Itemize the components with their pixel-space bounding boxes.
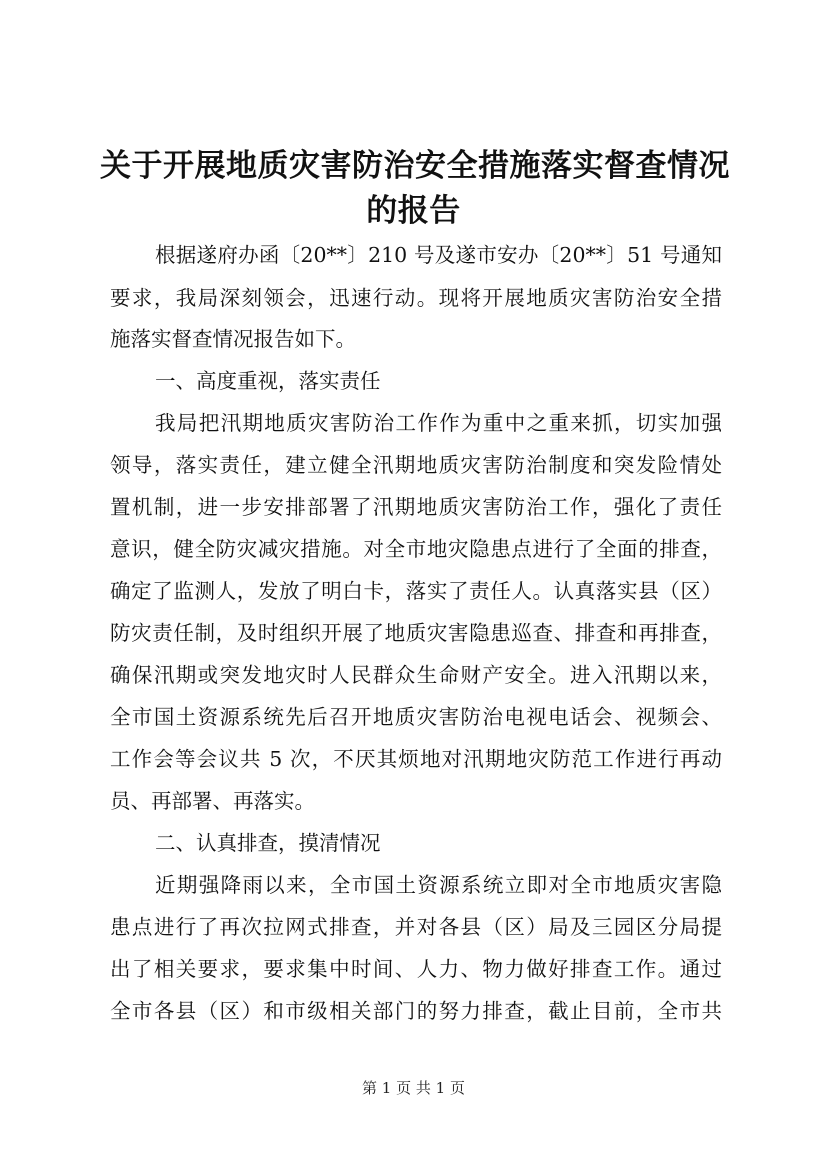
body-line: 员、再部署、再落实。	[110, 789, 315, 813]
body-line: 确定了监测人，发放了明白卡，落实了责任人。认真落实县（区）	[110, 579, 722, 603]
body-line: 确保汛期或突发地灾时人民群众生命财产安全。进入汛期以来，	[110, 663, 722, 687]
section-heading-2: 二、认真排查，摸清情况	[155, 831, 381, 855]
body-line: 我局把汛期地质灾害防治工作作为重中之重来抓，切实加强	[155, 411, 722, 435]
document-title-line-1: 关于开展地质灾害防治安全措施落实督查情况	[100, 148, 730, 184]
section-heading-1: 一、高度重视，落实责任	[155, 369, 381, 393]
body-line: 置机制，进一步安排部署了汛期地质灾害防治工作，强化了责任	[110, 495, 722, 519]
body-line: 患点进行了再次拉网式排查，并对各县（区）局及三园区分局提	[110, 915, 722, 939]
body-line: 意识，健全防灾减灾措施。对全市地灾隐患点进行了全面的排查，	[110, 537, 722, 561]
body-line: 工作会等会议共 5 次，不厌其烦地对汛期地灾防范工作进行再动	[110, 747, 722, 771]
body-line: 施落实督查情况报告如下。	[110, 327, 356, 351]
body-line: 近期强降雨以来，全市国土资源系统立即对全市地质灾害隐	[155, 873, 722, 897]
body-line: 根据遂府办函〔20**〕210 号及遂市安办〔20**〕51 号通知	[155, 243, 722, 267]
body-line: 全市国土资源系统先后召开地质灾害防治电视电话会、视频会、	[110, 705, 722, 729]
body-line: 出了相关要求，要求集中时间、人力、物力做好排查工作。通过	[110, 957, 722, 981]
body-line: 全市各县（区）和市级相关部门的努力排查，截止目前，全市共	[110, 999, 722, 1023]
body-line: 领导，落实责任，建立健全汛期地质灾害防治制度和突发险情处	[110, 453, 722, 477]
document-title-line-2: 的报告	[366, 193, 461, 229]
page-number-footer: 第 1 页 共 1 页	[362, 1079, 465, 1097]
body-line: 防灾责任制，及时组织开展了地质灾害隐患巡查、排查和再排查，	[110, 621, 722, 645]
body-line: 要求，我局深刻领会，迅速行动。现将开展地质灾害防治安全措	[110, 286, 722, 310]
